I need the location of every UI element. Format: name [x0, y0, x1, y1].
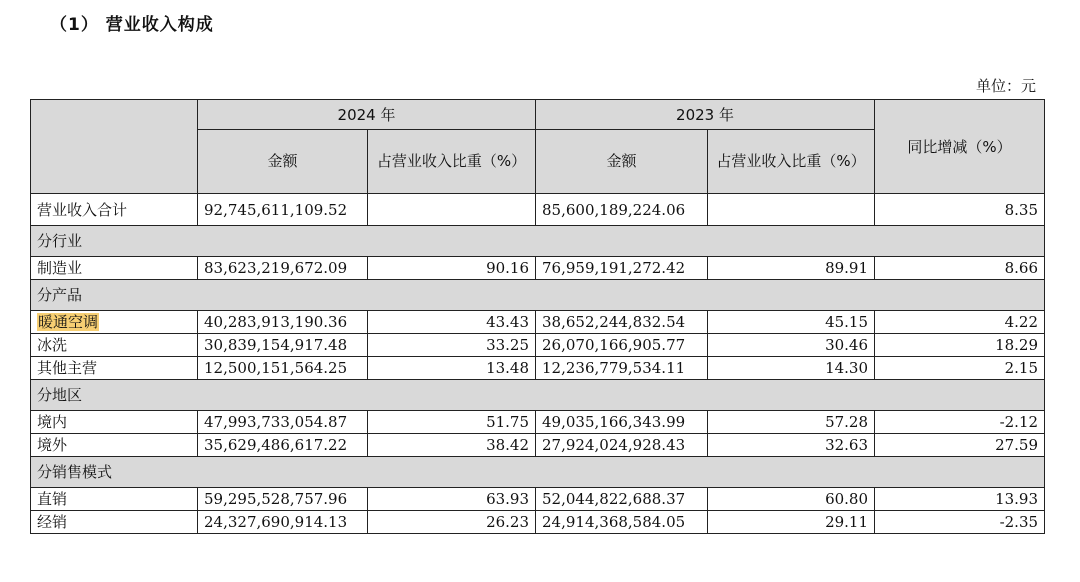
share-2024-cell: 38.42: [368, 434, 536, 457]
row-label-cell: [31, 311, 198, 334]
table-body: [31, 194, 1045, 534]
highlighted-row-label: 暖通空调: [38, 313, 99, 331]
total-share-2023: [708, 194, 875, 226]
table-row: [31, 311, 1045, 334]
total-share-2024: [368, 194, 536, 226]
year-2024-header: 2024 年: [198, 100, 536, 130]
yoy-cell: 13.93: [875, 488, 1045, 511]
amount-2024-cell: 12,500,151,564.25: [198, 357, 368, 380]
amount-2023-cell: 38,652,244,832.54: [536, 311, 708, 334]
amount-2024-cell: 35,629,486,617.22: [198, 434, 368, 457]
share-2023-cell: 14.30: [708, 357, 875, 380]
section-row: [31, 380, 1045, 411]
yoy-cell: 27.59: [875, 434, 1045, 457]
section-title: 分产品: [31, 280, 1045, 311]
amount-2024-cell: 40,283,913,190.36: [198, 311, 368, 334]
yoy-header: 同比增减（%）: [875, 100, 1045, 194]
amount-2023-cell: 76,959,191,272.42: [536, 257, 708, 280]
corner-header-cell: [31, 100, 198, 194]
share-2024-cell: 43.43: [368, 311, 536, 334]
share-2023-cell: 29.11: [708, 511, 875, 534]
share-2023-cell: 60.80: [708, 488, 875, 511]
unit-note: 单位：元: [975, 77, 1036, 95]
amount-2024-cell: 59,295,528,757.96: [198, 488, 368, 511]
share-2024-cell: 51.75: [368, 411, 536, 434]
table-row: [31, 257, 1045, 280]
table-row: [31, 434, 1045, 457]
table-row: [31, 334, 1045, 357]
section-row: [31, 280, 1045, 311]
section-row: [31, 457, 1045, 488]
total-row: [31, 194, 1045, 226]
share-2024-cell: 63.93: [368, 488, 536, 511]
revenue-table: [30, 99, 1045, 534]
yoy-cell: -2.12: [875, 411, 1045, 434]
yoy-cell: 8.66: [875, 257, 1045, 280]
amount-2023-cell: 26,070,166,905.77: [536, 334, 708, 357]
amount-2023-cell: 27,924,024,928.43: [536, 434, 708, 457]
yoy-cell: 18.29: [875, 334, 1045, 357]
total-yoy: 8.35: [875, 194, 1045, 226]
amount-2024-cell: 24,327,690,914.13: [198, 511, 368, 534]
total-label: 营业收入合计: [31, 194, 198, 226]
table-row: [31, 488, 1045, 511]
amount-2024-cell: 83,623,219,672.09: [198, 257, 368, 280]
year-2023-header: 2023 年: [536, 100, 875, 130]
table-row: [31, 511, 1045, 534]
share-2024-cell: 90.16: [368, 257, 536, 280]
amount-2024-cell: 30,839,154,917.48: [198, 334, 368, 357]
row-label: 境外: [31, 434, 198, 457]
amount-2024-cell: 47,993,733,054.87: [198, 411, 368, 434]
share-2023-cell: 32.63: [708, 434, 875, 457]
section-title: 分地区: [31, 380, 1045, 411]
row-label: 境内: [31, 411, 198, 434]
share-2024-header: 占营业收入比重（%）: [368, 130, 536, 194]
amount-2023-cell: 24,914,368,584.05: [536, 511, 708, 534]
section-title: 分行业: [31, 226, 1045, 257]
share-2023-cell: 45.15: [708, 311, 875, 334]
amount-2023-cell: 12,236,779,534.11: [536, 357, 708, 380]
row-label: 制造业: [31, 257, 198, 280]
section-row: [31, 226, 1045, 257]
yoy-cell: 4.22: [875, 311, 1045, 334]
amount-2023-cell: 52,044,822,688.37: [536, 488, 708, 511]
row-label: 经销: [31, 511, 198, 534]
amount-2024-header: 金额: [198, 130, 368, 194]
share-2023-cell: 30.46: [708, 334, 875, 357]
share-2024-cell: 26.23: [368, 511, 536, 534]
row-label: 直销: [31, 488, 198, 511]
section-title: 分销售模式: [31, 457, 1045, 488]
share-2023-cell: 57.28: [708, 411, 875, 434]
amount-2023-header: 金额: [536, 130, 708, 194]
share-2024-cell: 33.25: [368, 334, 536, 357]
row-label: 冰洗: [31, 334, 198, 357]
amount-2023-cell: 49,035,166,343.99: [536, 411, 708, 434]
share-2023-header: 占营业收入比重（%）: [708, 130, 875, 194]
row-label: 其他主营: [31, 357, 198, 380]
share-2024-cell: 13.48: [368, 357, 536, 380]
table-row: [31, 411, 1045, 434]
yoy-cell: 2.15: [875, 357, 1045, 380]
table-row: [31, 357, 1045, 380]
total-amount-2023: 85,600,189,224.06: [536, 194, 708, 226]
page-heading: （1） 营业收入构成: [50, 15, 214, 35]
total-amount-2024: 92,745,611,109.52: [198, 194, 368, 226]
yoy-cell: -2.35: [875, 511, 1045, 534]
share-2023-cell: 89.91: [708, 257, 875, 280]
